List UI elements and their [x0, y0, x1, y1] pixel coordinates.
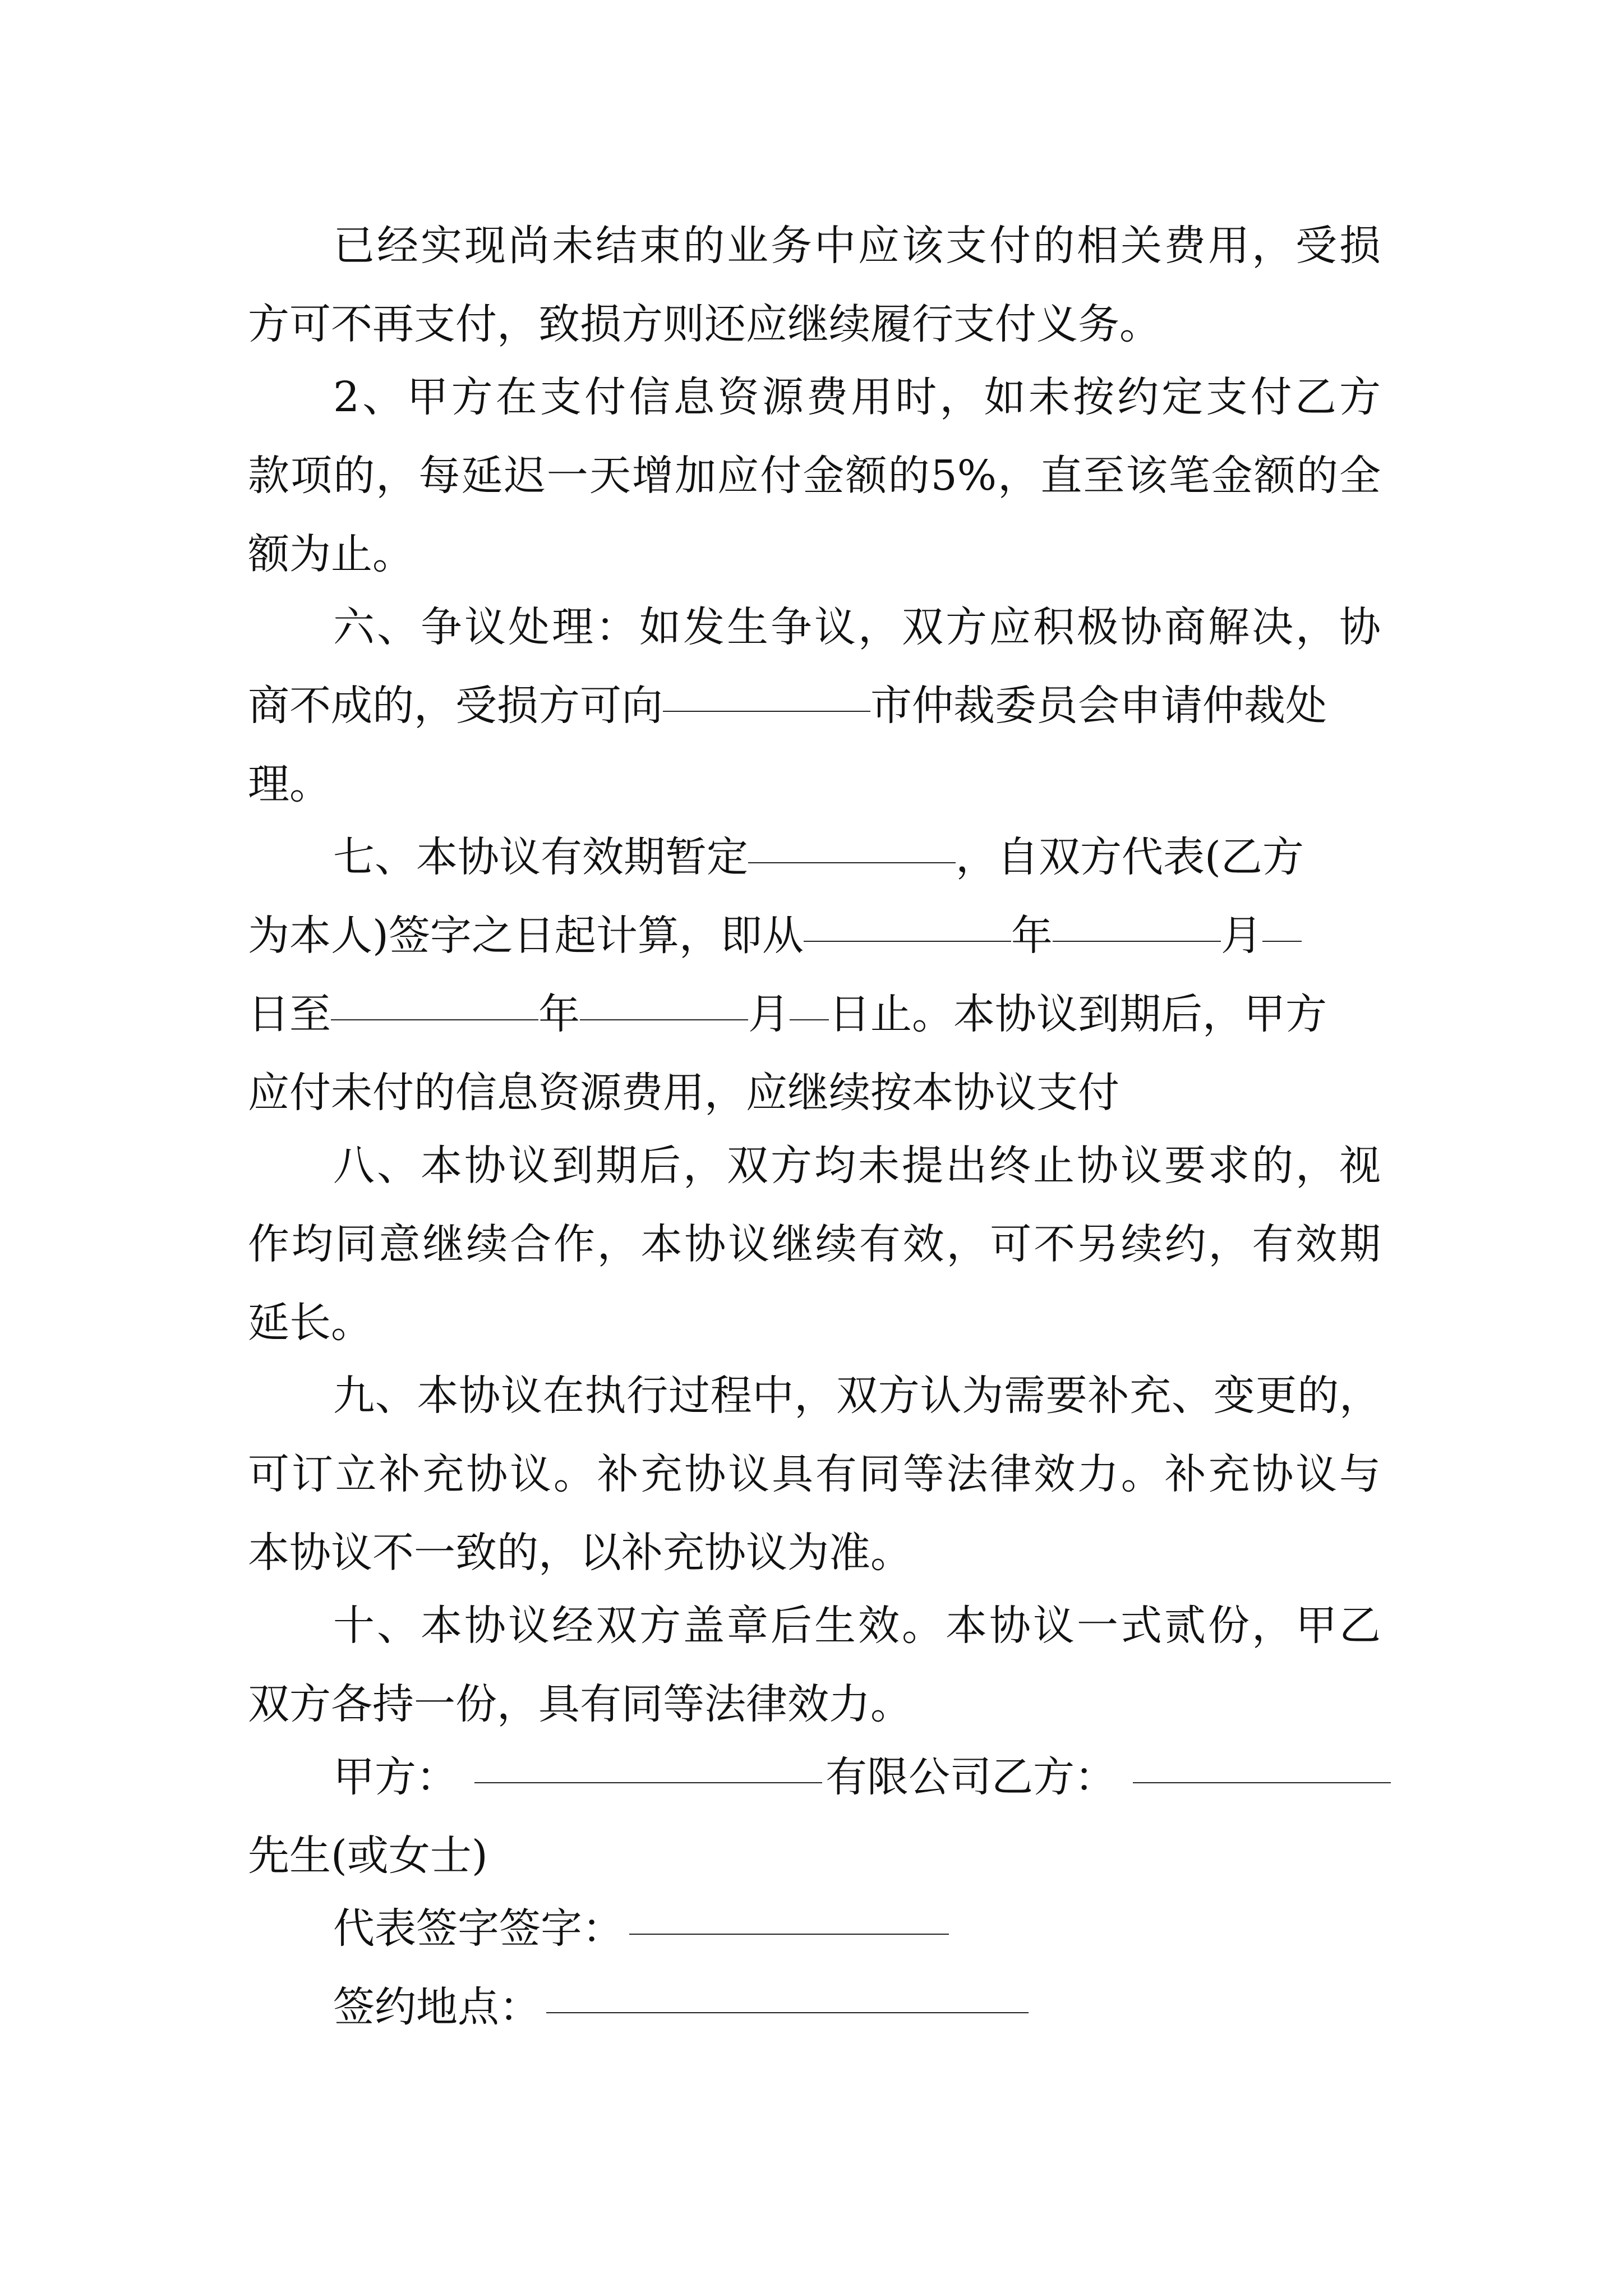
blank-term-field[interactable]	[748, 862, 956, 863]
term-line	[248, 975, 1381, 1053]
text-line: 延长。	[248, 1299, 372, 1347]
blank-party-a-field[interactable]	[474, 1782, 822, 1783]
text-line: 八、本协议到期后，双方均未提出终止协议要求的，视	[333, 1142, 1381, 1190]
term-line	[248, 896, 1381, 975]
text-line: 理。	[248, 760, 331, 808]
blank-end-day-field[interactable]	[790, 1019, 829, 1020]
text-line: 作均同意继续合作，本协议继续有效，可不另续约，有效期	[248, 1220, 1381, 1268]
party-b-label: 有限公司乙方：	[826, 1753, 1116, 1801]
text-segment: 七、本协议有效期暂定	[333, 833, 748, 881]
blank-start-month-field[interactable]	[1053, 940, 1221, 942]
text-segment: 年	[1011, 912, 1053, 960]
text-segment: ，自双方代表(乙方	[956, 833, 1304, 881]
signature-line	[333, 1889, 1381, 1968]
text-line: 已经实现尚未结束的业务中应该支付的相关费用，受损	[333, 222, 1381, 270]
text-line: 应付未付的信息资源费用，应继续按本协议支付	[248, 1069, 1119, 1117]
place-label: 签约地点：	[333, 1983, 541, 2031]
parties-line	[333, 1738, 1381, 1816]
text-segment: 日止。本协议到期后，甲方	[829, 990, 1327, 1038]
text-line: 先生(或女士)	[248, 1832, 488, 1880]
blank-party-b-field[interactable]	[1133, 1782, 1391, 1783]
text-line: 本协议不一致的，以补充协议为准。	[248, 1529, 912, 1577]
text-line: 六、争议处理：如发生争议，双方应积极协商解决，协	[333, 603, 1381, 651]
blank-start-day-field[interactable]	[1262, 940, 1302, 942]
blank-place-field[interactable]	[546, 2012, 1029, 2013]
term-line	[333, 818, 1381, 896]
text-segment: 年	[538, 990, 580, 1038]
text-line: 方可不再支付，致损方则还应继续履行支付义务。	[248, 300, 1161, 348]
blank-signature-field[interactable]	[629, 1933, 949, 1935]
text-segment: 日至	[248, 990, 331, 1038]
arbitration-line	[248, 666, 1381, 745]
text-line: 2、甲方在支付信息资源费用时，如未按约定支付乙方	[333, 373, 1381, 421]
blank-end-year-field[interactable]	[331, 1019, 538, 1020]
text-line: 双方各持一份，具有同等法律效力。	[248, 1680, 912, 1728]
blank-start-year-field[interactable]	[804, 940, 1011, 942]
blank-end-month-field[interactable]	[580, 1019, 748, 1020]
text-segment: 商不成的，受损方可向	[248, 682, 663, 730]
text-line: 款项的，每延迟一天增加应付金额的5%，直至该笔金额的全	[248, 452, 1381, 500]
text-line: 可订立补充协议。补充协议具有同等法律效力。补充协议与	[248, 1450, 1381, 1498]
text-segment: 月	[748, 990, 790, 1038]
text-segment: 市仲裁委员会申请仲裁处	[870, 682, 1327, 730]
signature-label: 代表签字签字：	[333, 1904, 624, 1953]
text-segment: 月	[1220, 912, 1262, 960]
text-line: 十、本协议经双方盖章后生效。本协议一式贰份，甲乙	[333, 1602, 1381, 1650]
party-a-label: 甲方：	[333, 1753, 458, 1801]
place-line	[333, 1968, 1381, 2046]
text-segment: 为本人)签字之日起计算，即从	[248, 912, 804, 960]
text-line: 九、本协议在执行过程中，双方认为需要补充、变更的，	[333, 1372, 1381, 1420]
blank-city-field[interactable]	[663, 710, 870, 712]
text-line: 额为止。	[248, 530, 414, 578]
